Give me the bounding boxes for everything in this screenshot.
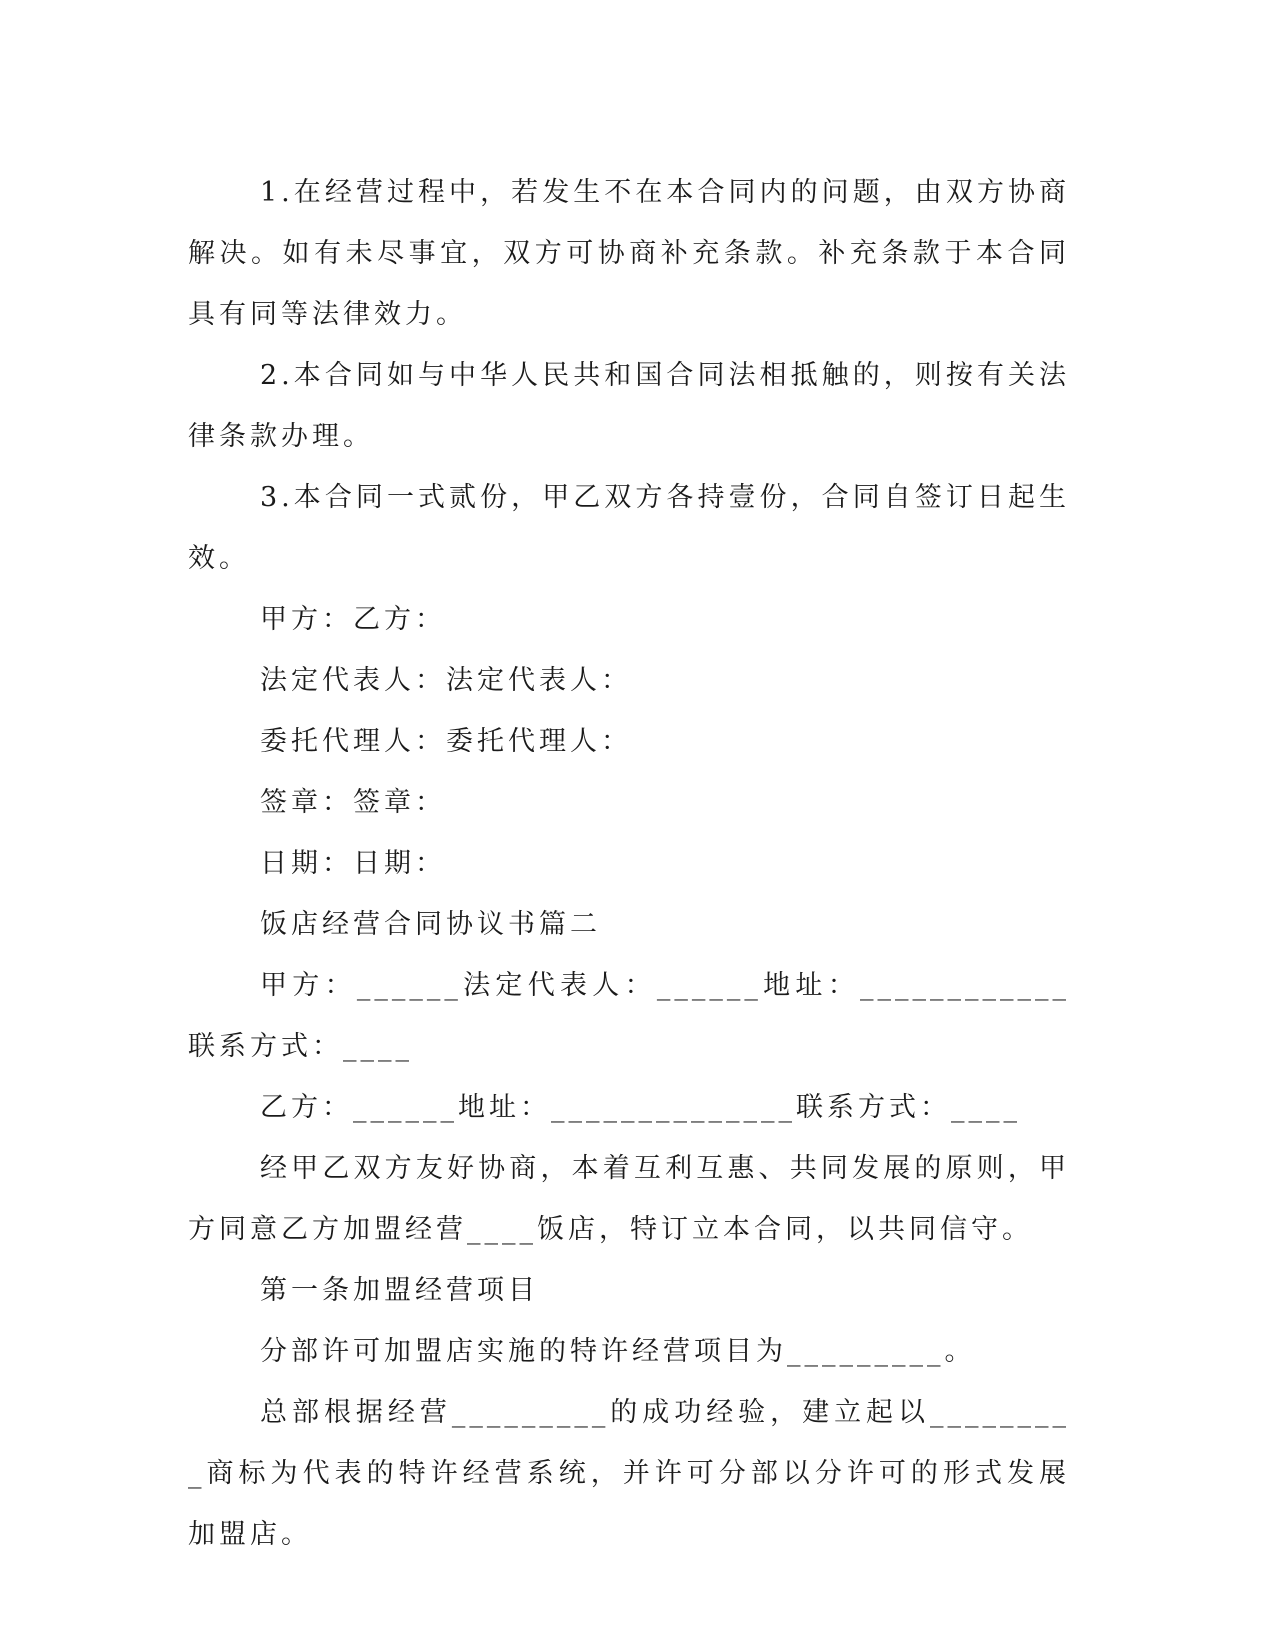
franchise-project-paragraph: 分部许可加盟店实施的特许经营项目为_________。 xyxy=(260,1336,976,1367)
franchise-system-paragraph: 总部根据经营_________的成功经验，建立起以_________商标为代表的特许经营系统，并许可分部以分许可的形式发展加盟店。 xyxy=(188,1397,1070,1550)
signature-line: 签章：签章： xyxy=(260,787,446,818)
party-line: 甲方：乙方： xyxy=(260,604,446,635)
clause-3-paragraph: 3.本合同一式贰份，甲乙双方各持壹份，合同自签订日起生效。 xyxy=(188,482,1070,574)
legal-representative-line: 法定代表人：法定代表人： xyxy=(260,665,632,696)
agreement-intro-paragraph: 经甲乙双方友好协商，本着互利互惠、共同发展的原则，甲方同意乙方加盟经营____饭店，特订立本合同，以共同信守。 xyxy=(188,1153,1070,1245)
clause-1-paragraph: 1.在经营过程中，若发生不在本合同内的问题，由双方协商解决。如有未尽事宜，双方可协商补充条款。补充条款于本合同具有同等法律效力。 xyxy=(188,177,1070,330)
article-1-heading: 第一条加盟经营项目 xyxy=(260,1275,539,1306)
date-line: 日期：日期： xyxy=(260,848,446,879)
document-body xyxy=(188,162,1070,1565)
party-b-info-line: 乙方：______地址：______________联系方式：____ xyxy=(260,1092,1021,1123)
clause-2-paragraph: 2.本合同如与中华人民共和国合同法相抵触的，则按有关法律条款办理。 xyxy=(188,360,1070,452)
section-title: 饭店经营合同协议书篇二 xyxy=(260,909,601,940)
authorized-agent-line: 委托代理人：委托代理人： xyxy=(260,726,632,757)
party-a-info-line: 甲方：______法定代表人：______地址：____________联系方式：____ xyxy=(188,970,1070,1062)
